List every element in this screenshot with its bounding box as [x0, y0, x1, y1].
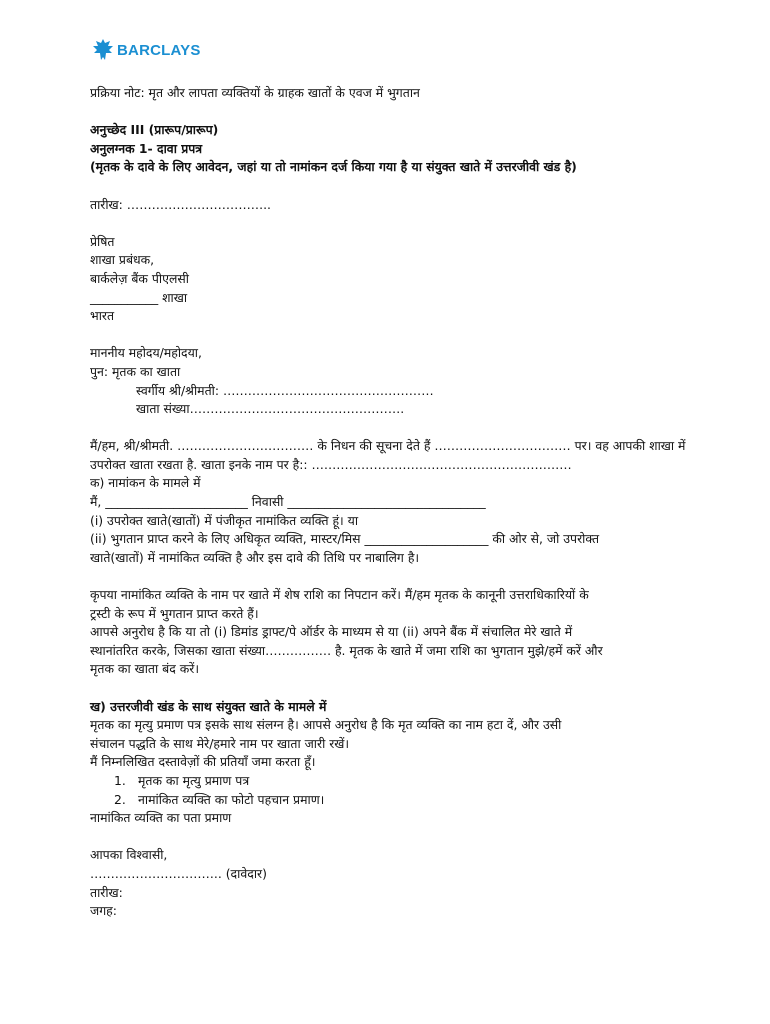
- re-account-number: खाता संख्या…………………………………………….: [136, 401, 405, 417]
- doc-item-text: नामांकित व्यक्ति का फोटो पहचान प्रमाण।: [138, 791, 325, 807]
- closing-yours: आपका विश्वासी,: [90, 847, 168, 863]
- intro-line-2: उपरोक्त खाता रखता है. खाता इनके नाम पर है:: ………………………………………………………: [90, 456, 572, 472]
- doc-item-text: मृतक का मृत्यु प्रमाण पत्र: [138, 772, 250, 788]
- section-b-title: ख) उत्तरजीवी खंड के साथ संयुक्त खाते के मामले में: [90, 698, 327, 714]
- intro-line-1: मैं/हम, श्री/श्रीमती. …………………………… के निधन की सूचना देते हैं …………………………… पर। वह आपकी शाखा में: [90, 438, 686, 454]
- address-branch: ___________ शाखा: [90, 289, 188, 305]
- section-b-line-2: संचालन पद्धति के साथ मेरे/हमारे नाम पर खाता जारी रखें।: [90, 735, 350, 751]
- section-a-title: क) नामांकन के मामले में: [90, 475, 201, 491]
- form-subtitle: (मृतक के दावे के लिए आवेदन, जहां या तो नामांकन दर्ज किया गया है या संयुक्त खाते में उत्तरजीवी खंड है): [90, 159, 577, 175]
- section-a-item-ii-1: (ii) भुगतान प्राप्त करने के लिए अधिकृत व्यक्ति, मास्टर/मिस ____________________ की ओर से, जो उपरोक्त: [90, 531, 600, 547]
- brand-logo: [92, 38, 201, 62]
- section-a-item-ii-2: खाते(खातों) में नामांकित व्यक्ति है और इस दावे की तिथि पर नाबालिग है।: [90, 549, 420, 565]
- closing-claimant: ………………………….. (दावेदार): [90, 865, 267, 881]
- address-bank: बार्कलेज़ बैंक पीएलसी: [90, 270, 189, 286]
- doc-item-2: [90, 791, 690, 810]
- date-line: तारीख: ……………………………..: [90, 196, 271, 212]
- address-manager: शाखा प्रबंधक,: [90, 252, 155, 268]
- process-note: प्रक्रिया नोट: मृत और लापता व्यक्तियों के ग्राहक खातों के एवज में भुगतान: [90, 85, 420, 100]
- attachment-heading: अनुलग्नक 1- दावा प्रपत्र: [90, 140, 203, 156]
- request-line-4: स्थानांतरित करके, जिसका खाता संख्या……………. है. मृतक के खाते में जमा राशि का भुगतान मुझे/हमें करें और: [90, 642, 603, 658]
- address-country: भारत: [90, 308, 115, 324]
- section-b-line-1: मृतक का मृत्यु प्रमाण पत्र इसके साथ संलग्न है। आपसे अनुरोध है कि मृत व्यक्ति का नाम हटा दें, और उसी: [90, 717, 562, 733]
- letter-body: [90, 84, 690, 921]
- address-to: प्रेषित: [90, 233, 115, 249]
- brand-name: BARCLAYS: [117, 41, 201, 59]
- doc-item-number: 1.: [114, 772, 126, 788]
- closing-place: जगह:: [90, 903, 117, 919]
- section-a-item-i: (i) उपरोक्त खाते(खातों) में पंजीकृत नामांकित व्यक्ति हूं। या: [90, 512, 359, 528]
- section-a-line-1: मैं, _______________________ निवासी ________________________________: [90, 494, 486, 510]
- request-line-3: आपसे अनुरोध है कि या तो (i) डिमांड ड्राफ्ट/पे ऑर्डर के माध्यम से या (ii) अपने बैंक में संचालित मेरे खाते में: [90, 624, 573, 640]
- request-line-5: मृतक का खाता बंद करें।: [90, 661, 200, 677]
- closing-date: तारीख:: [90, 884, 123, 900]
- salutation: माननीय महोदय/महोदया,: [90, 345, 202, 361]
- doc-item-number: 2.: [114, 791, 126, 807]
- request-line-2: ट्रस्टी के रूप में भुगतान प्राप्त करते हैं।: [90, 605, 259, 621]
- annexure-heading: अनुच्छेद III (प्रारूप/प्रारूप): [90, 122, 219, 138]
- re-late-name: स्वर्गीय श्री/श्रीमती: ……………………………………………: [136, 382, 434, 398]
- address-proof: नामांकित व्यक्ति का पता प्रमाण: [90, 810, 232, 826]
- eagle-icon: [92, 38, 114, 62]
- section-b-line-3: मैं निम्नलिखित दस्तावेज़ों की प्रतियाँ जमा करता हूँ।: [90, 754, 316, 770]
- re-line: पुन: मृतक का खाता: [90, 363, 181, 379]
- request-line-1: कृपया नामांकित व्यक्ति के नाम पर खाते में शेष राशि का निपटान करें। मैं/हम मृतक के कानूनी उत्तराधिकारियों के: [90, 587, 589, 603]
- doc-item-1: [90, 772, 690, 791]
